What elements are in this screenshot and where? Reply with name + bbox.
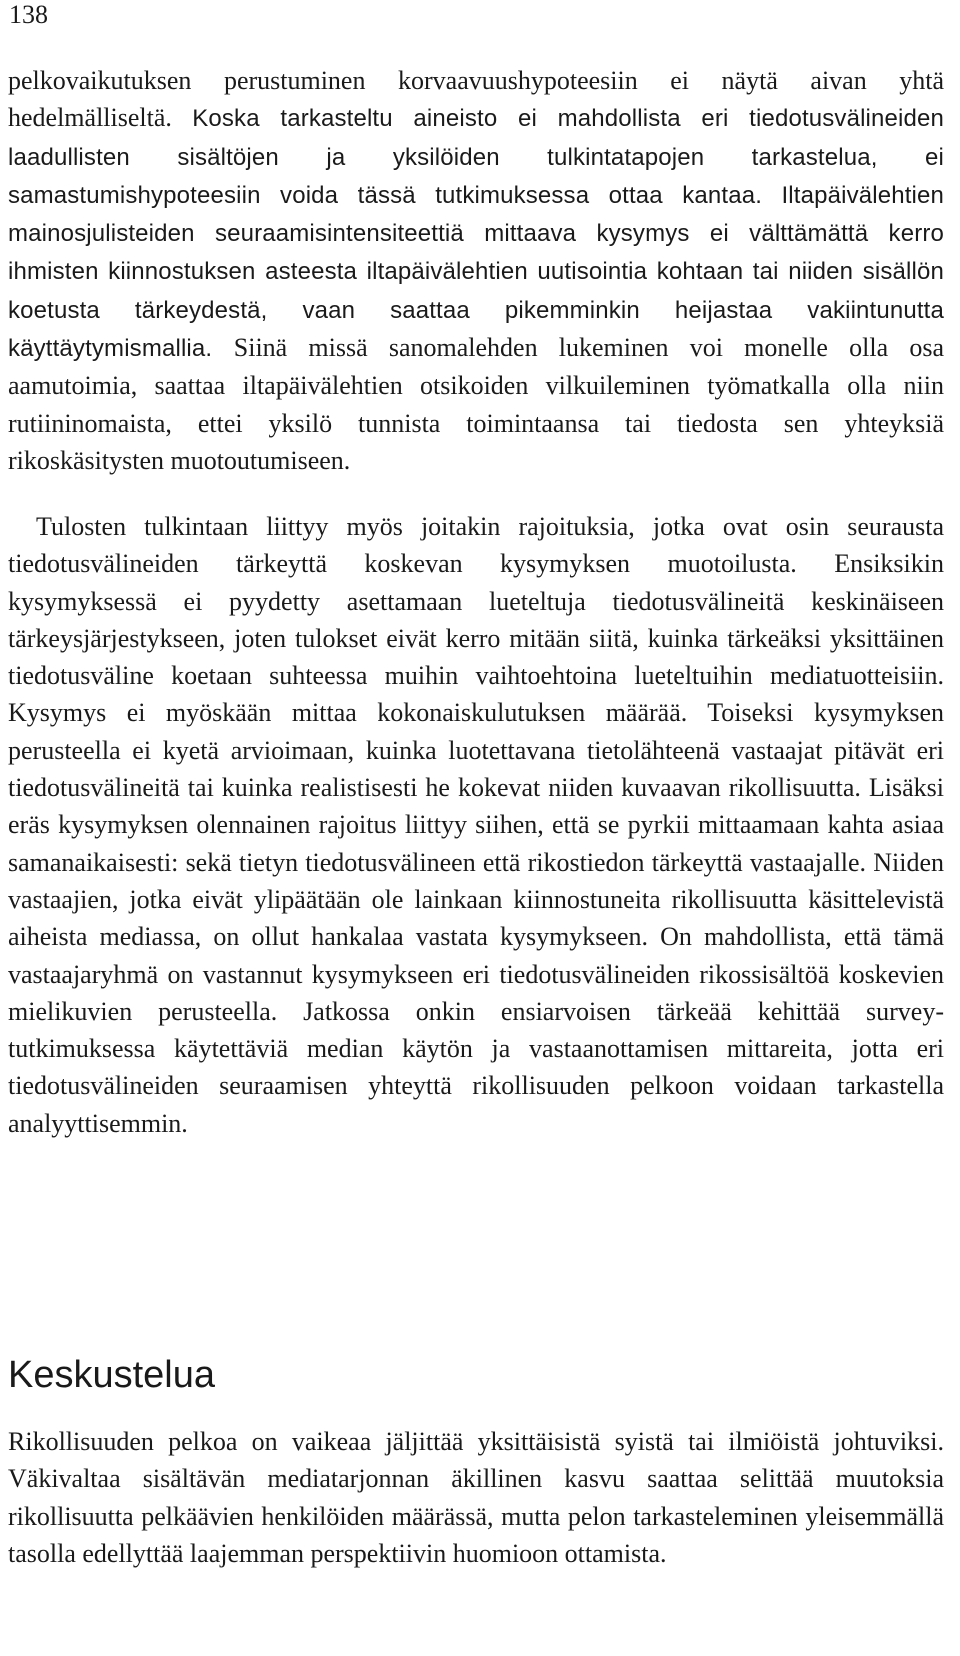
section-heading: Keskustelua	[8, 1354, 216, 1396]
body-paragraph-1	[8, 62, 944, 479]
paragraph-1-segment-2: Koska tarkasteltu aineisto ei mahdollista eri tiedotusvälineiden laadullisten sisältöjen ja yksilöiden tulkintatapojen tarkastelua, ei samastumishypoteesiin voida tässä tutkimuksessa ottaa kantaa. Iltapäivälehtien mainosjulisteiden seuraamisintensiteettiä mittaava kysymys ei välttämättä kerro ihmisten kiinnostuksen asteesta iltapäivälehtien uutisointia kohtaan tai niiden sisällön koetusta tärkeydestä, vaan saattaa pikemminkin heijastaa vakiintunutta käyttäytymismallia.	[8, 105, 945, 363]
paragraph-1-segment-1: pelkovaikutuksen perustuminen korvaavuushypoteesiin ei näytä aivan yhtä hedelmälliseltä.	[8, 66, 944, 133]
paragraph-1-segment-3: Siinä missä sanomalehden lukeminen voi monelle olla osa aamutoimia, saattaa iltapäivälehtien otsikoiden vilkuileminen työmatkalla olla niin rutiininomaista, ettei yksilö tunnista toimintaansa tai tiedosta sen yhteyksiä rikoskäsitysten muotoutumiseen.	[8, 333, 944, 475]
paragraph-3-text: Rikollisuuden pelkoa on vaikeaa jäljittää yksittäisistä syistä tai ilmiöistä johtuviksi. Väkivaltaa sisältävän mediatarjonnan äkillinen kasvu saattaa selittää muutoksia rikollisuutta pelkäävien henkilöiden määrässä, mutta pelon tarkasteleminen yleisemmällä tasolla edellyttää laajemman perspektiivin huomioon ottamista.	[8, 1427, 944, 1568]
page-number: 138	[9, 0, 48, 29]
paragraph-2-text: Tulosten tulkintaan liittyy myös joitakin rajoituksia, jotka ovat osin seurausta tiedotusvälineiden tärkeyttä koskevan kysymyksen muotoilusta. Ensiksikin kysymyksessä ei pyydetty asettamaan lueteltuja tiedotusvälineitä keskinäiseen tärkeysjärjestykseen, joten tulokset eivät kerro mitään siitä, kuinka tärkeäksi yksittäinen tiedotusväline koetaan suhteessa muihin vaihtoehtoina lueteltuihin mediatuotteisiin. Kysymys ei myöskään mittaa kokonaiskulutuksen määrää. Toiseksi kysymyksen perusteella ei kyetä arvioimaan, kuinka luotettavana tietolähteenä vastaajat pitävät eri tiedotusvälineitä tai kuinka realistisesti he kokevat niiden kuvaavan rikollisuutta. Lisäksi eräs kysymyksen olennainen rajoitus liittyy siihen, että se pyrkii mittaamaan kahta asiaa samanaikaisesti: sekä tietyn tiedotusvälineen että rikostiedon tärkeyttä vastaajalle. Niiden vastaajien, jotka eivät ylipäätään ole lainkaan kiinnostuneita rikollisuutta käsittelevistä aiheista mediassa, on ollut hankalaa vastata kysymykseen. On mahdollista, että tämä vastaajaryhmä on vastannut kysymykseen eri tiedotusvälineiden rikossisältöä koskevien mielikuvien perusteella. Jatkossa onkin ensiarvoisen tärkeää kehittää survey-tutkimuksessa käytettäviä median käytön ja vastaanottamisen mittareita, jotta eri tiedotusvälineiden seuraamisen yhteyttä rikollisuuden pelkoon voidaan tarkastella analyyttisemmin.	[8, 512, 944, 1138]
body-paragraph-2	[8, 508, 944, 1142]
body-paragraph-3	[8, 1423, 944, 1572]
